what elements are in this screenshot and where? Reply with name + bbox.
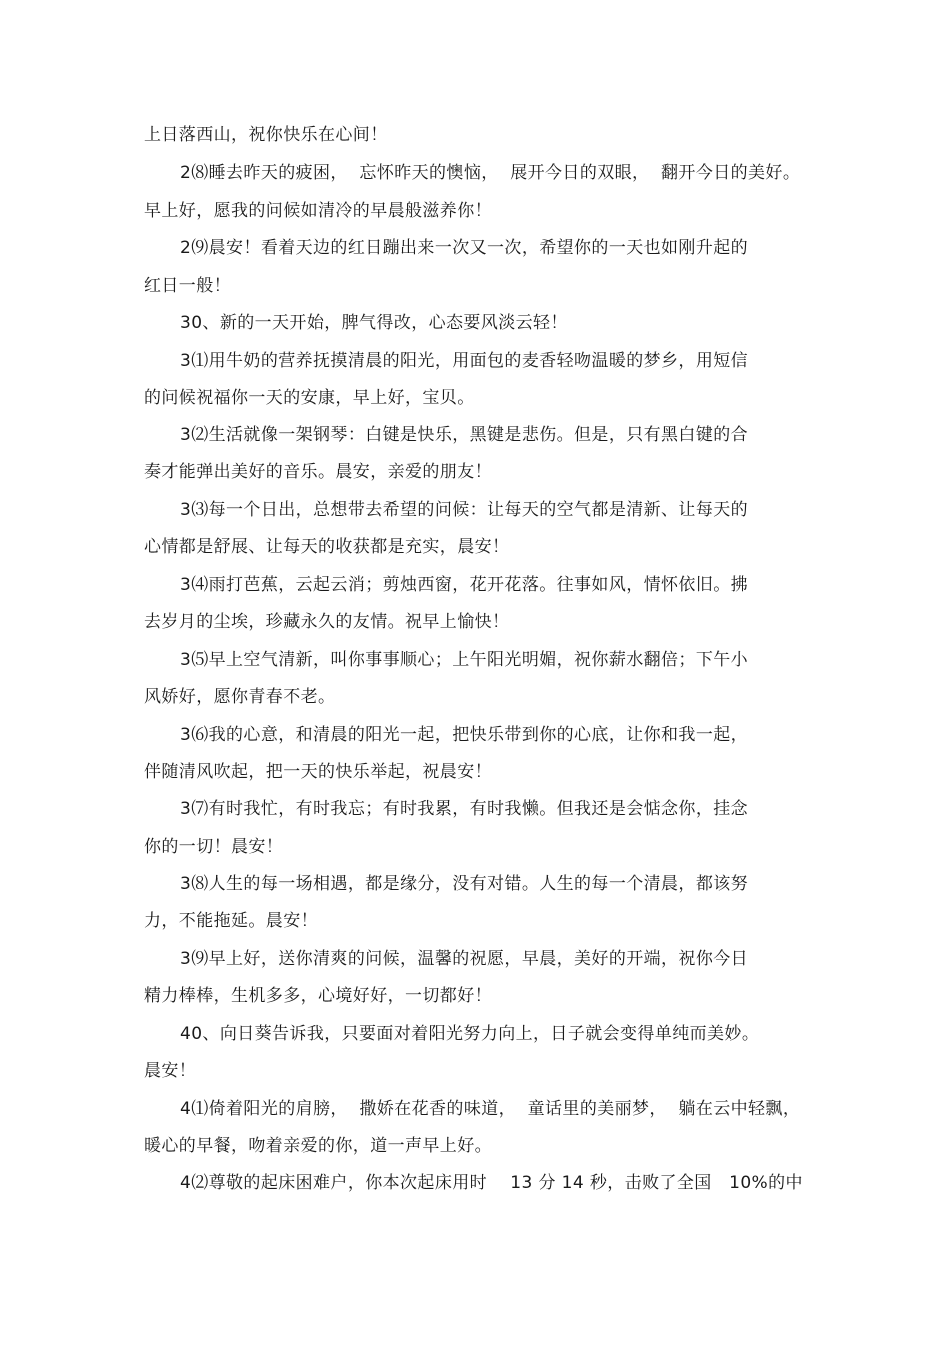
text-line: 30、新的一天开始，脾气得改，心态要风淡云轻！: [180, 313, 568, 333]
text-line: 3⑹我的心意，和清晨的阳光一起，把快乐带到你的心底，让你和我一起，: [180, 725, 749, 745]
text-line: 去岁月的尘埃，珍藏永久的友情。祝早上愉快！: [144, 612, 510, 632]
text-line: 2⑻睡去昨天的疲困， 忘怀昨天的懊恼， 展开今日的双眼， 翻开今日的美好。: [180, 163, 801, 183]
text-line: 4⑴倚着阳光的肩膀， 撒娇在花香的味道， 童话里的美丽梦， 躺在云中轻飘，: [180, 1099, 801, 1119]
text-line: 3⑵生活就像一架钢琴：白键是快乐，黑键是悲伤。但是，只有黑白键的合: [180, 425, 749, 445]
text-line: 暖心的早餐，吻着亲爱的你，道一声早上好。: [144, 1136, 492, 1156]
text-line: 伴随清风吹起，把一天的快乐举起，祝晨安！: [144, 762, 492, 782]
text-line: 奏才能弹出美好的音乐。晨安，亲爱的朋友！: [144, 462, 492, 482]
text-line: 3⑷雨打芭蕉，云起云消；剪烛西窗，花开花落。往事如风，情怀依旧。拂: [180, 575, 749, 595]
text-line: 上日落西山，祝你快乐在心间！: [144, 125, 388, 145]
text-line: 风娇好，愿你青春不老。: [144, 687, 336, 707]
text-line: 3⑶每一个日出，总想带去希望的问候：让每天的空气都是清新、让每天的: [180, 500, 749, 520]
text-line: 晨安！: [144, 1061, 197, 1081]
text-line: 3⑴用牛奶的营养抚摸清晨的阳光，用面包的麦香轻吻温暖的梦乡，用短信: [180, 351, 749, 371]
text-line: 精力棒棒，生机多多，心境好好，一切都好！: [144, 986, 492, 1006]
text-line: 你的一切！晨安！: [144, 837, 284, 857]
text-line: 3⑸早上空气清新，叫你事事顺心；上午阳光明媚，祝你薪水翻倍；下午小: [180, 650, 749, 670]
text-line: 3⑺有时我忙，有时我忘；有时我累，有时我懒。但我还是会惦念你，挂念: [180, 799, 749, 819]
text-line: 40、向日葵告诉我，只要面对着阳光努力向上，日子就会变得单纯而美妙。: [180, 1024, 760, 1044]
text-line: 3⑼早上好，送你清爽的问候，温馨的祝愿，早晨，美好的开端，祝你今日: [180, 949, 749, 969]
text-line: 红日一般！: [144, 276, 231, 296]
text-line: 的问候祝福你一天的安康，早上好，宝贝。: [144, 388, 475, 408]
text-line: 早上好，愿我的问候如清冷的早晨般滋养你！: [144, 201, 492, 221]
text-line: 心情都是舒展、让每天的收获都是充实，晨安！: [144, 537, 510, 557]
text-line: 2⑼晨安！看着天边的红日蹦出来一次又一次，希望你的一天也如刚升起的: [180, 238, 749, 258]
text-line: 3⑻人生的每一场相遇，都是缘分，没有对错。人生的每一个清晨，都该努: [180, 874, 749, 894]
text-line: 4⑵尊敬的起床困难户，你本次起床用时 13 分 14 秒，击败了全国 10%的中: [180, 1173, 803, 1193]
text-line: 力，不能拖延。晨安！: [144, 911, 318, 931]
